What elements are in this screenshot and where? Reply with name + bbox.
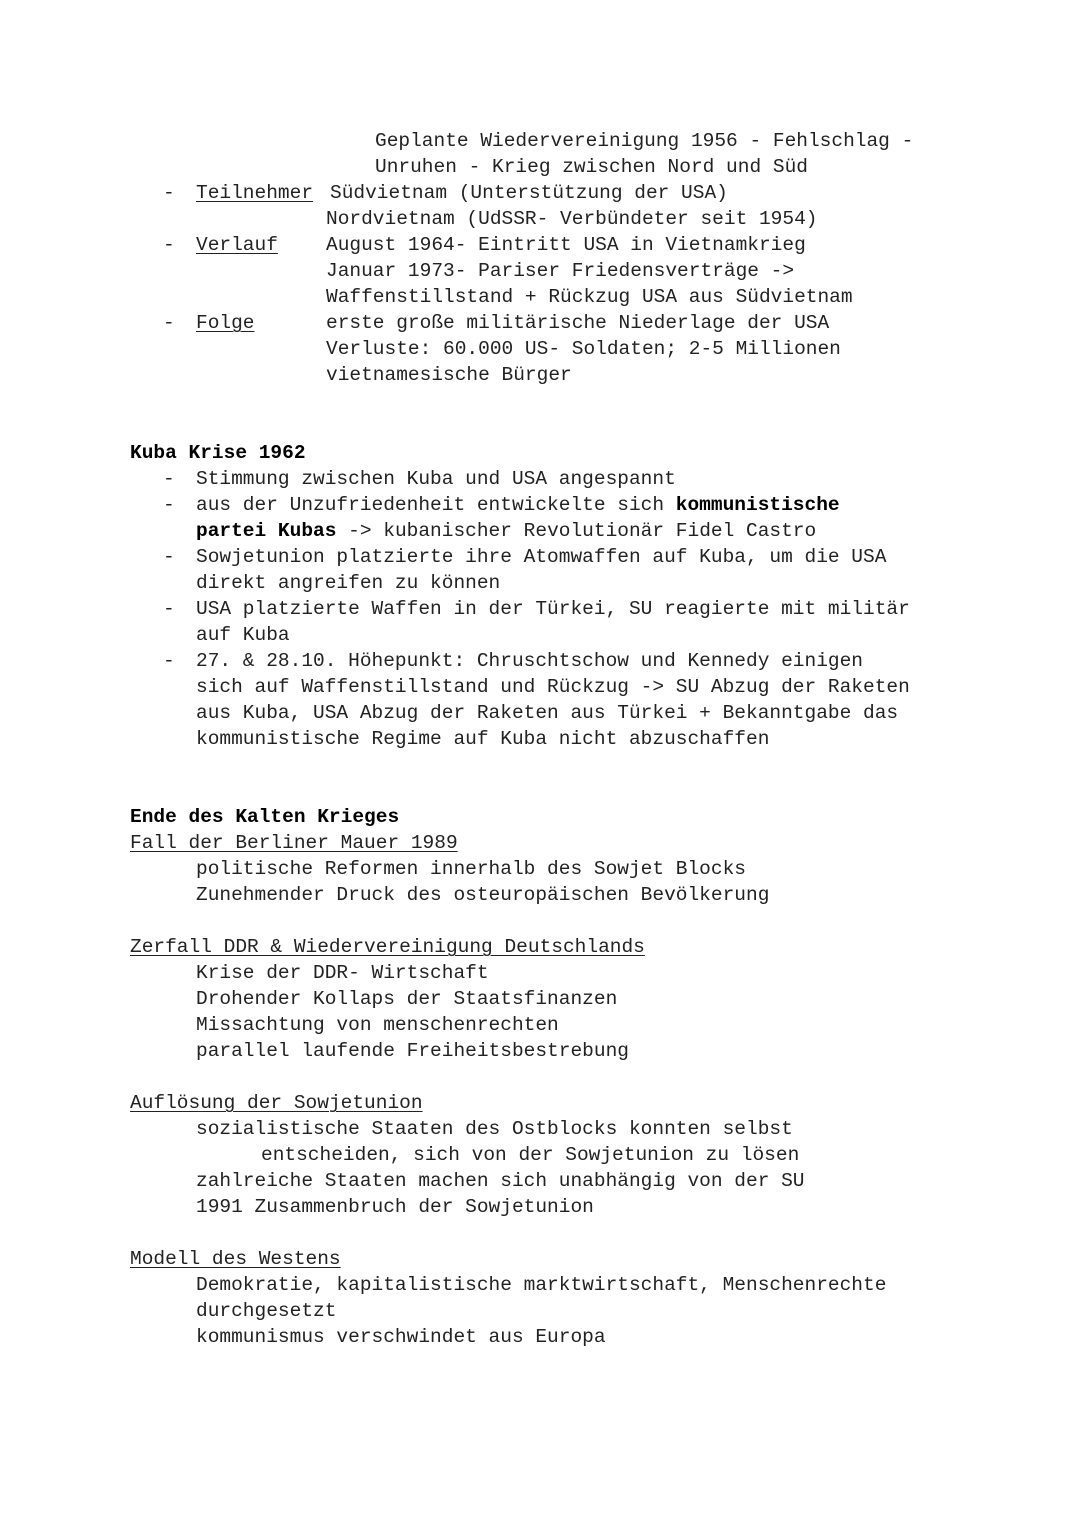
label-verlauf: Verlauf [196,234,278,256]
bullet-dash: - [163,182,175,204]
subheading-westen: Modell des Westens [130,1248,341,1270]
text-line: Verluste: 60.000 US- Soldaten; 2-5 Millionen [326,338,841,360]
text-line: Waffenstillstand + Rückzug USA aus Südvietnam [326,286,853,308]
text-line: Drohender Kollaps der Staatsfinanzen [196,988,618,1010]
text-line: Geplante Wiedervereinigung 1956 - Fehlschlag - [375,130,914,152]
text-line: 27. & 28.10. Höhepunkt: Chruschtschow und Kennedy einigen [196,650,864,672]
text-line: Stimmung zwischen Kuba und USA angespannt [196,468,676,490]
text-line: Krise der DDR- Wirtschaft [196,962,489,984]
text-span: -> kubanischer Revolutionär Fidel Castro [336,520,817,542]
section-heading-kuba: Kuba Krise 1962 [130,442,306,464]
text-line: Nordvietnam (UdSSR- Verbündeter seit 1954) [326,208,818,230]
text-line: Januar 1973- Pariser Friedensverträge -> [326,260,795,282]
bullet-dash: - [163,598,175,620]
text-line: Südvietnam (Unterstützung der USA) [330,182,728,204]
text-line: erste große militärische Niederlage der USA [326,312,830,334]
text-line: August 1964- Eintritt USA in Vietnamkrieg [326,234,806,256]
text-line: auf Kuba [196,624,290,646]
text-span: aus der Unzufriedenheit entwickelte sich [196,494,676,516]
subheading-sowjetunion: Auflösung der Sowjetunion [130,1092,423,1114]
bullet-dash: - [163,650,175,672]
text-line: Demokratie, kapitalistische marktwirtschaft, Menschenrechte [196,1274,887,1296]
bullet-dash: - [163,234,175,256]
text-line: politische Reformen innerhalb des Sowjet Blocks [196,858,746,880]
text-line: aus Kuba, USA Abzug der Raketen aus Türkei + Bekanntgabe das [196,702,899,724]
bullet-dash: - [163,546,175,568]
label-teilnehmer: Teilnehmer [196,182,314,204]
text-line: zahlreiche Staaten machen sich unabhängig von der SU [196,1170,805,1192]
text-line: kommunistische Regime auf Kuba nicht abzuschaffen [196,728,770,750]
bold-text: kommunistische [675,494,840,516]
text-line: 1991 Zusammenbruch der Sowjetunion [196,1196,594,1218]
text-line: Zunehmender Druck des osteuropäischen Bevölkerung [196,884,770,906]
text-line: kommunismus verschwindet aus Europa [196,1326,606,1348]
text-line: USA platzierte Waffen in der Türkei, SU reagierte mit militär [196,598,910,620]
text-line: Missachtung von menschenrechten [196,1014,559,1036]
subheading-mauer: Fall der Berliner Mauer 1989 [130,832,458,854]
section-heading-ende: Ende des Kalten Krieges [130,806,400,828]
text-line: durchgesetzt [196,1300,337,1322]
text-line: vietnamesische Bürger [326,364,572,386]
text-line: parallel laufende Freiheitsbestrebung [196,1040,629,1062]
bullet-dash: - [163,312,175,334]
text-line: Unruhen - Krieg zwischen Nord und Süd [375,156,808,178]
text-line: Sowjetunion platzierte ihre Atomwaffen auf Kuba, um die USA [196,546,887,568]
bullet-dash: - [163,468,175,490]
label-folge: Folge [196,312,255,334]
text-line: direkt angreifen zu können [196,572,501,594]
bold-text: partei Kubas [196,520,337,542]
subheading-ddr: Zerfall DDR & Wiedervereinigung Deutschlands [130,936,645,958]
text-line: sich auf Waffenstillstand und Rückzug -> SU Abzug der Raketen [196,676,910,698]
text-line: entscheiden, sich von der Sowjetunion zu lösen [261,1144,800,1166]
text-line [196,518,816,544]
bullet-dash: - [163,494,175,516]
text-line [196,492,840,518]
text-line: sozialistische Staaten des Ostblocks konnten selbst [196,1118,793,1140]
